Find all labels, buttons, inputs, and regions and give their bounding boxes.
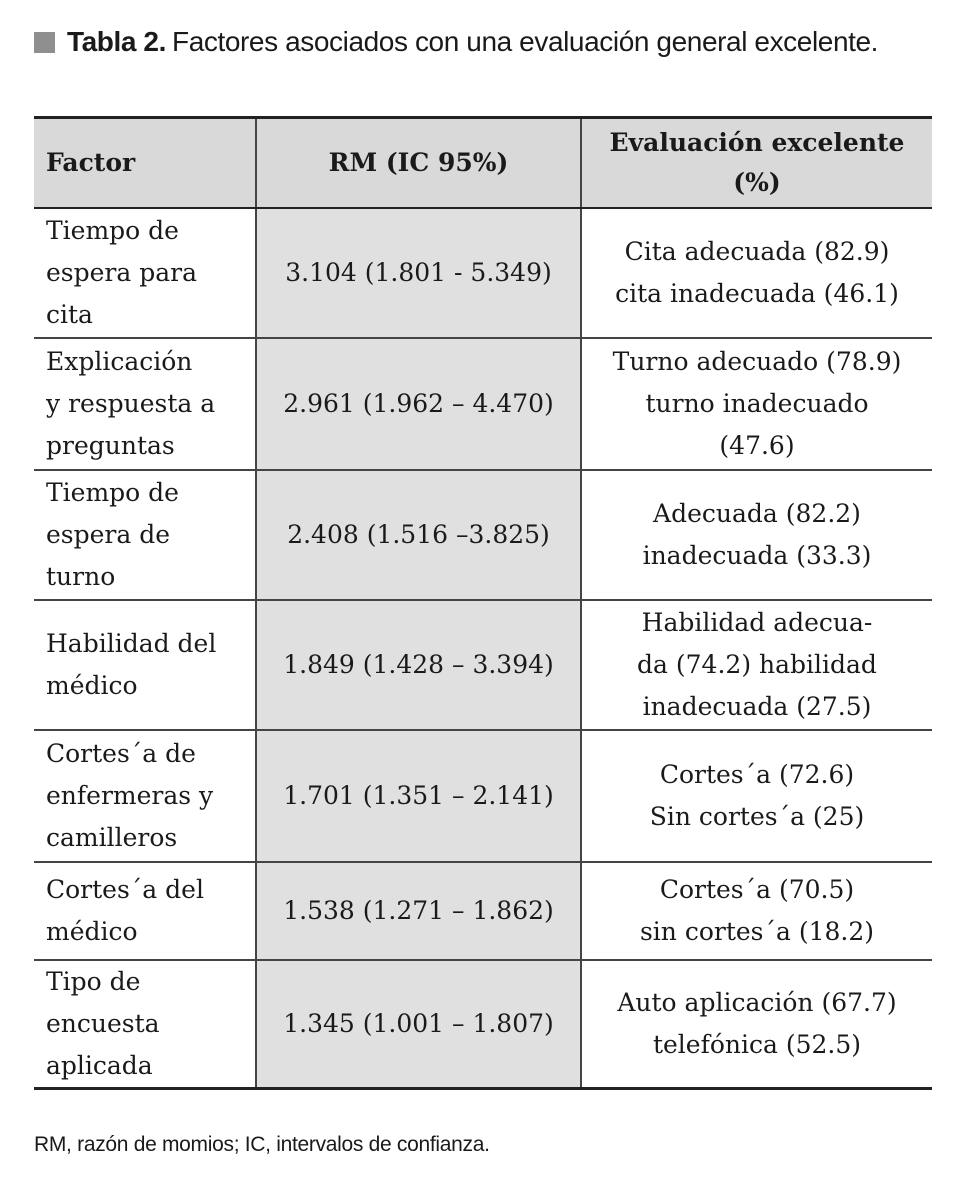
factor-line: Cortes´a de (46, 739, 196, 768)
header-row (34, 118, 932, 209)
cell-factor (34, 960, 256, 1089)
evaluation-line: inadecuada (33.3) (642, 541, 872, 570)
factor-line: aplicada (46, 1051, 153, 1080)
evaluation-line: cita inadecuada (46.1) (615, 279, 899, 308)
factor-line: y respuesta a (46, 389, 216, 418)
cell-evaluation (581, 470, 932, 600)
cell-factor (34, 600, 256, 730)
evaluation-line: telefónica (52.5) (652, 1030, 862, 1059)
evaluation-line: inadecuada (27.5) (642, 692, 872, 721)
evaluation-line: sin cortes´a (18.2) (639, 917, 875, 946)
cell-rm: 1.849 (1.428 – 3.394) (256, 600, 581, 730)
table-row (34, 208, 932, 338)
cell-rm: 2.408 (1.516 –3.825) (256, 470, 581, 600)
factor-line: preguntas (46, 431, 175, 460)
table-row (34, 960, 932, 1089)
cell-factor (34, 470, 256, 600)
header-factor: Factor (34, 118, 256, 209)
caption-text: Factores asociados con una evaluación general excelente. (171, 26, 879, 57)
cell-evaluation (581, 208, 932, 338)
cell-factor (34, 338, 256, 470)
table-row (34, 338, 932, 470)
evaluation-line: Adecuada (82.2) (653, 499, 861, 528)
cell-rm: 1.345 (1.001 – 1.807) (256, 960, 581, 1089)
table-row (34, 730, 932, 862)
caption-square-icon (34, 32, 55, 53)
cell-evaluation (581, 600, 932, 730)
table-footnote: RM, razón de momios; IC, intervalos de confianza. (34, 1133, 490, 1156)
evaluation-line: Cortes´a (72.6) (659, 760, 855, 789)
cell-rm: 1.701 (1.351 – 2.141) (256, 730, 581, 862)
cell-factor (34, 730, 256, 862)
factor-line: turno (46, 562, 116, 591)
evaluation-line: (47.6) (719, 431, 795, 460)
table-row (34, 862, 932, 960)
header-rm: RM (IC 95%) (256, 118, 581, 209)
factor-line: Explicación (46, 347, 193, 376)
cell-rm: 3.104 (1.801 - 5.349) (256, 208, 581, 338)
cell-evaluation (581, 862, 932, 960)
factor-line: cita (46, 300, 93, 329)
table-caption (34, 26, 878, 58)
factor-line: Cortes´a del (46, 875, 204, 904)
table-header (34, 118, 932, 209)
factor-line: médico (46, 671, 138, 700)
factor-line: enfermeras y (46, 781, 214, 810)
cell-rm: 2.961 (1.962 – 4.470) (256, 338, 581, 470)
factor-line: espera de (46, 520, 171, 549)
evaluation-line: Turno adecuado (78.9) (612, 347, 902, 376)
cell-rm: 1.538 (1.271 – 1.862) (256, 862, 581, 960)
factor-line: médico (46, 917, 138, 946)
factor-line: Tiempo de (46, 216, 179, 245)
table-row (34, 600, 932, 730)
evaluation-line: Auto aplicación (67.7) (617, 988, 897, 1017)
evaluation-line: Cita adecuada (82.9) (624, 237, 890, 266)
cell-factor (34, 208, 256, 338)
evaluation-line: turno inadecuado (645, 389, 869, 418)
header-evaluation-line: (%) (733, 168, 781, 197)
factor-line: Tiempo de (46, 478, 179, 507)
evaluation-line: Cortes´a (70.5) (659, 875, 855, 904)
factor-line: Habilidad del (46, 629, 217, 658)
cell-evaluation (581, 960, 932, 1089)
cell-evaluation (581, 730, 932, 862)
table-body (34, 208, 932, 1089)
factor-line: espera para (46, 258, 197, 287)
caption-label: Tabla 2. (67, 26, 166, 57)
factor-line: Tipo de (46, 967, 141, 996)
factor-line: camilleros (46, 823, 178, 852)
header-evaluation (581, 118, 932, 209)
table-row (34, 470, 932, 600)
header-evaluation-line: Evaluación excelente (609, 128, 905, 157)
cell-factor (34, 862, 256, 960)
factor-line: encuesta (46, 1009, 160, 1038)
factors-table (34, 116, 932, 1090)
cell-evaluation (581, 338, 932, 470)
evaluation-line: Habilidad adecua- (641, 608, 873, 637)
evaluation-line: da (74.2) habilidad (637, 650, 877, 679)
evaluation-line: Sin cortes´a (25) (649, 802, 865, 831)
